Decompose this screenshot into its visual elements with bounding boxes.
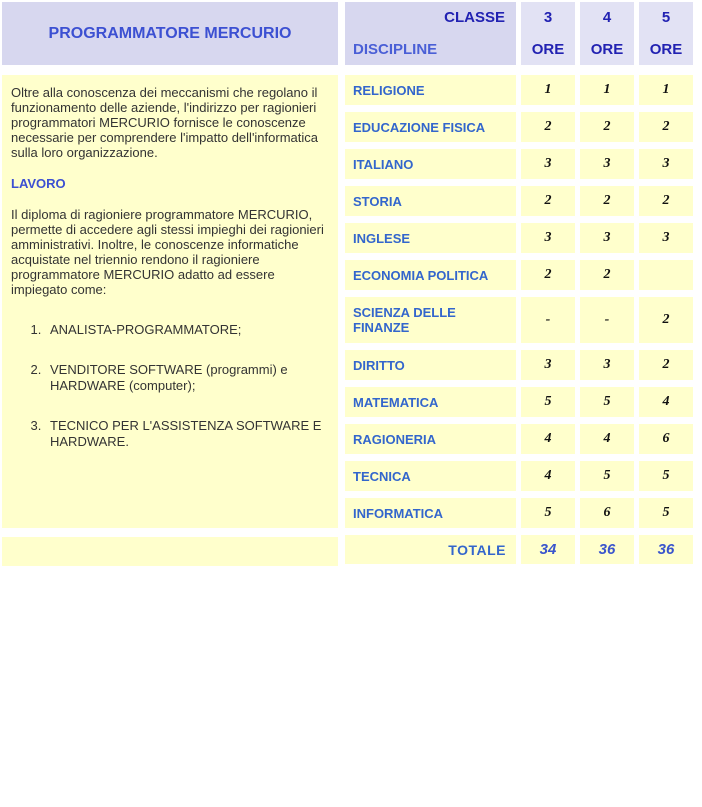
subject-label: SCIENZA DELLE FINANZE [345, 297, 516, 343]
job-item: 3. TECNICO PER L'ASSISTENZA SOFTWARE E HARDWARE. [45, 418, 324, 450]
ore-header: ORE [590, 41, 624, 58]
hours-cell: 6 [580, 498, 634, 528]
subject-row [345, 112, 693, 142]
subject-row [345, 149, 693, 179]
subject-row [345, 387, 693, 417]
hours-cell: 6 [639, 424, 693, 454]
subject-row [345, 424, 693, 454]
hours-cell: 4 [521, 424, 575, 454]
hours-cell: 3 [580, 223, 634, 253]
subject-label: ITALIANO [345, 149, 516, 179]
subject-label: INFORMATICA [345, 498, 516, 528]
subject-row [345, 461, 693, 491]
job-item: 2. VENDITORE SOFTWARE (programmi) e HARDWARE (computer); [45, 362, 324, 394]
subject-label: MATEMATICA [345, 387, 516, 417]
hours-cell: 5 [639, 461, 693, 491]
hours-cell: 1 [521, 75, 575, 105]
jobs-paragraph: Il diploma di ragioniere programmatore MERCURIO, permette di accedere agli stessi impieghi dei ragionieri amministrativi. Inoltre, le conoscenze informatiche acquistate nel triennio rendono il ragioniere programmatore MERCURIO adatto ad essere impiegato come: [11, 207, 324, 297]
subject-label: RELIGIONE [345, 75, 516, 105]
left-footer-spacer [2, 537, 338, 566]
jobs-list [11, 322, 324, 450]
program-title: PROGRAMMATORE MERCURIO [48, 24, 292, 42]
hours-cell: 4 [580, 424, 634, 454]
program-title-banner [2, 2, 338, 65]
hours-cell: 3 [639, 149, 693, 179]
total-hours-cell: 36 [639, 535, 693, 564]
total-label: TOTALE [345, 535, 516, 564]
subject-label: TECNICA [345, 461, 516, 491]
lavoro-heading: LAVORO [11, 176, 66, 191]
total-hours-cell: 36 [580, 535, 634, 564]
class-3-header-cell [521, 2, 575, 65]
classe-header: CLASSE [444, 9, 505, 26]
hours-cell: 3 [580, 350, 634, 380]
hours-cell: 3 [580, 149, 634, 179]
subject-row [345, 186, 693, 216]
total-hours-cell: 34 [521, 535, 575, 564]
total-row [345, 535, 693, 564]
hours-cell: 2 [580, 112, 634, 142]
hours-cell: 2 [521, 260, 575, 290]
program-description-panel [2, 75, 338, 528]
hours-cell: 3 [521, 223, 575, 253]
table-header-row [345, 2, 693, 65]
hours-cell: 2 [580, 186, 634, 216]
hours-cell: 5 [639, 498, 693, 528]
intro-paragraph: Oltre alla conoscenza dei meccanismi che regolano il funzionamento delle aziende, l'indirizzo per ragionieri programmatori MERCURIO fornisce le conoscenze necessarie per comprendere l'impatto dell'informatica sulla loro organizzazione. [11, 85, 318, 160]
curriculum-table [345, 2, 693, 564]
subject-label: RAGIONERIA [345, 424, 516, 454]
hours-cell: 2 [639, 350, 693, 380]
hours-cell: 5 [580, 461, 634, 491]
subject-label: STORIA [345, 186, 516, 216]
hours-cell: 2 [521, 186, 575, 216]
hours-cell: 2 [521, 112, 575, 142]
class-4-header-cell [580, 2, 634, 65]
subject-row [345, 297, 693, 343]
subject-row [345, 350, 693, 380]
ore-header: ORE [649, 41, 683, 58]
classe-discipline-header-cell [345, 2, 516, 65]
subject-label: INGLESE [345, 223, 516, 253]
subject-row [345, 75, 693, 105]
hours-cell: 4 [639, 387, 693, 417]
hours-cell: - [521, 297, 575, 343]
discipline-header: DISCIPLINE [353, 41, 438, 58]
subject-row [345, 260, 693, 290]
hours-cell: 5 [521, 387, 575, 417]
hours-cell: 3 [521, 350, 575, 380]
hours-cell: 1 [580, 75, 634, 105]
subject-label: ECONOMIA POLITICA [345, 260, 516, 290]
hours-cell: 2 [639, 112, 693, 142]
class-number: 5 [661, 9, 671, 26]
subject-row [345, 498, 693, 528]
subject-label: DIRITTO [345, 350, 516, 380]
hours-cell: 2 [639, 186, 693, 216]
hours-cell: 2 [580, 260, 634, 290]
hours-cell: 4 [521, 461, 575, 491]
hours-cell: 3 [521, 149, 575, 179]
hours-cell: 2 [639, 297, 693, 343]
job-item: 1. ANALISTA-PROGRAMMATORE; [45, 322, 324, 338]
hours-cell: 1 [639, 75, 693, 105]
ore-header: ORE [531, 41, 565, 58]
class-5-header-cell [639, 2, 693, 65]
hours-cell: 5 [580, 387, 634, 417]
hours-cell: - [580, 297, 634, 343]
class-number: 3 [543, 9, 553, 26]
hours-cell [639, 260, 693, 290]
subject-row [345, 223, 693, 253]
subject-label: EDUCAZIONE FISICA [345, 112, 516, 142]
hours-cell: 3 [639, 223, 693, 253]
class-number: 4 [602, 9, 612, 26]
hours-cell: 5 [521, 498, 575, 528]
